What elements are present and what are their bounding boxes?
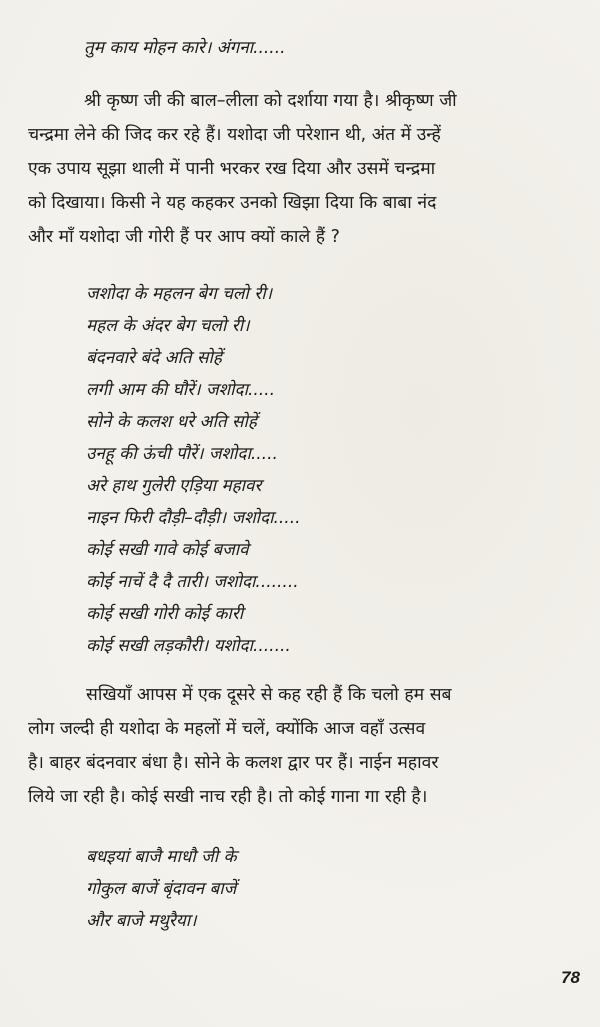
page-number: 78 xyxy=(561,968,580,987)
verse2-line: और बाजे मथुरैया। xyxy=(86,911,197,931)
verse1-line: बंदनवारे बंदे अति सोहें xyxy=(86,348,222,368)
verse2-line: गोकुल बाजें बृंदावन बाजें xyxy=(86,879,237,899)
paragraph2-line: सखियाँ आपस में एक दूसरे से कह रही हैं कि चलो हम सब xyxy=(86,685,452,705)
verse1-line: अरे हाथ गुलेरी एड़िया महावर xyxy=(86,476,262,496)
paragraph1-line: एक उपाय सूझा थाली में पानी भरकर रख दिया और उसमें चन्द्रमा xyxy=(28,159,436,179)
verse1-line: नाइन फिरी दौड़ी–दौड़ी। जशोदा..... xyxy=(86,508,301,528)
verse1-line: कोई नाचें दै दै तारी। जशोदा........ xyxy=(86,572,299,592)
verse1-line: कोई सखी गोरी कोई कारी xyxy=(86,604,244,624)
paragraph1-line: को दिखाया। किसी ने यह कहकर उनको खिझा दिया कि बाबा नंद xyxy=(28,193,437,213)
paragraph1-line: श्री कृष्ण जी की बाल–लीला को दर्शाया गया है। श्रीकृष्ण जी xyxy=(84,91,457,111)
paragraph2-line: है। बाहर बंदनवार बंधा है। सोने के कलश द्वार पर हैं। नाईन महावर xyxy=(28,753,439,773)
paragraph1-line: चन्द्रमा लेने की जिद कर रहे हैं। यशोदा जी परेशान थी, अंत में उन्हें xyxy=(28,125,441,145)
verse1-line: लगी आम की घौरें। जशोदा..... xyxy=(86,380,275,400)
verse2-line: बधइयां बाजै माधौ जी के xyxy=(86,847,237,867)
verse1-line: जशोदा के महलन बेग चलो री। xyxy=(86,284,273,304)
verse1-line: सोने के कलश धरे अति सोहें xyxy=(86,412,257,432)
paragraph1-line: और माँ यशोदा जी गोरी हैं पर आप क्यों काले हैं ? xyxy=(28,227,340,247)
verse1-line: कोई सखी लड़कौरी। यशोदा....... xyxy=(86,636,291,656)
paragraph2-line: लिये जा रही है। कोई सखी नाच रही है। तो कोई गाना गा रही है। xyxy=(28,787,428,807)
verse1-line: कोई सखी गावे कोई बजावे xyxy=(86,540,249,560)
verse1-line: उनहू की ऊंची पौरें। जशोदा..... xyxy=(86,444,278,464)
verse1-line: महल के अंदर बेग चलो री। xyxy=(86,316,250,336)
paragraph2-line: लोग जल्दी ही यशोदा के महलों में चलें, क्योंकि आज वहाँ उत्सव xyxy=(28,719,426,739)
opening-verse-line: तुम काय मोहन कारे। अंगना...... xyxy=(84,38,286,58)
